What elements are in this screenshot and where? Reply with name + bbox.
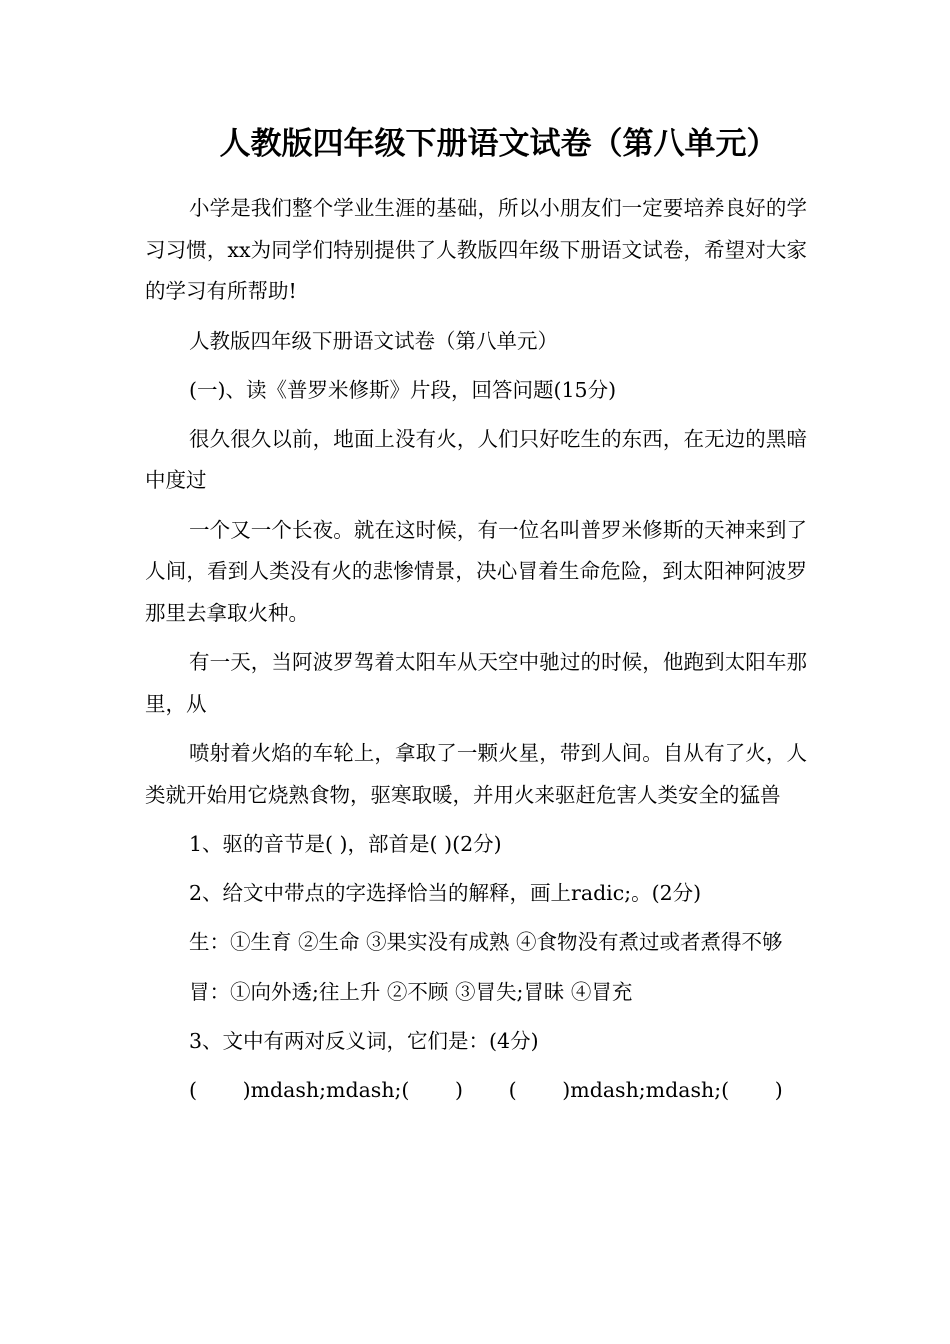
document-page (145, 118, 807, 1119)
question-1: 1、驱的音节是( )，部首是( )(2分) (189, 832, 502, 856)
passage-paragraph-2: 一个又一个长夜。就在这时候，有一位名叫普罗米修斯的天神来到了人间，看到人类没有火的悲惨情景，决心冒着生命危险，到太阳神阿波罗那里去拿取火种。 (145, 517, 807, 625)
section-heading: (一)、读《普罗米修斯》片段，回答问题(15分) (189, 377, 617, 402)
subtitle-paragraph: 人教版四年级下册语文试卷（第八单元） (189, 328, 558, 353)
passage-paragraph-4: 喷射着火焰的车轮上，拿取了一颗火星，带到人间。自从有了火，人类就开始用它烧熟食物，驱寒取暖，并用火来驱赶危害人类安全的猛兽 (145, 741, 807, 807)
passage-paragraph-3: 有一天，当阿波罗驾着太阳车从天空中驰过的时候，他跑到太阳车那里，从 (145, 650, 807, 716)
document-title: 人教版四年级下册语文试卷（第八单元） (219, 126, 778, 162)
question-3-blanks: ( )mdash;mdash;( ) ( )mdash;mdash;( ) (189, 1077, 783, 1102)
question-2-options-sheng: 生：①生育 ②生命 ③果实没有成熟 ④食物没有煮过或者煮得不够 (189, 930, 783, 954)
question-2: 2、给文中带点的字选择恰当的解释，画上radic;。(2分) (189, 881, 702, 905)
intro-paragraph: 小学是我们整个学业生涯的基础，所以小朋友们一定要培养良好的学习习惯，xx为同学们特别提供了人教版四年级下册语文试卷，希望对大家的学习有所帮助! (145, 196, 807, 303)
question-2-options-mao: 冒：①向外透;往上升 ②不顾 ③冒失;冒昧 ④冒充 (189, 979, 633, 1004)
passage-paragraph-1: 很久很久以前，地面上没有火，人们只好吃生的东西，在无边的黑暗中度过 (145, 426, 807, 492)
question-3: 3、文中有两对反义词，它们是：(4分) (189, 1028, 539, 1053)
